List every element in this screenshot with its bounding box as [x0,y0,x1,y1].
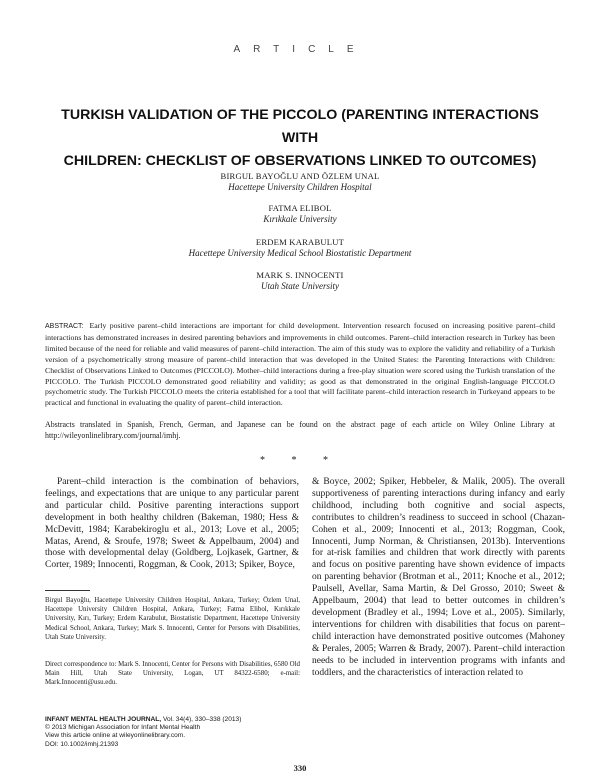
author-affiliation: Hacettepe University Medical School Biostatistic Department [188,248,412,258]
journal-doi: DOI: 10.1002/imhj.21393 [45,740,119,748]
footnote-correspondence: Direct correspondence to: Mark S. Innocenti, Center for Persons with Disabilities, 6580 Old Main Hill, Utah State University, Logan, UT 84322-6580; e-mail: Mark.Innocenti@usu.edu. [45,661,300,687]
author-affiliation: Kırıkkale University [263,214,337,224]
article-title [60,104,540,173]
author-name: BIRGUL BAYOĞLU AND ÖZLEM UNAL [220,171,380,181]
author-group-1 [60,171,540,193]
journal-name: INFANT MENTAL HEALTH JOURNAL, [45,716,162,723]
author-group-3 [60,237,540,259]
journal-copyright: © 2013 Michigan Association for Infant Mental Health [45,724,201,732]
body-paragraph-continuation: & Boyce, 2002; Spiker, Hebbeler, & Malik, 2005). The overall supportiveness of parenting interactions during infancy and early childhood, including both cognitive and social aspects, contributes to children’s readiness to succeed in school (Chazan-Cohen et al., 2009; Innocenti et al., 2013; Roggman, Cook, Innocenti, Jump Norman, & Christiansen, 2013b). Interventions for at-risk families and children that work directly with parents and focus on positive parenting have shown evidence of impacts on parenting behavior (Brotman et al., 2011; Knoche et al., 2012; Paulsell, Avellar, Sama Martin, & Del Grosso, 2010; Sweet & Appelbaum, 2004) that lead to better outcomes in children’s development (Bradley et al., 1994; Love et al., 2005). Similarly, interventions for children with disabilities that focus on parent–child interaction have demonstrated positive outcomes (Mahoney & Perales, 2005; Warren & Brady, 2007). Parent–child interaction needs to be included in intervention programs with infants and toddlers, and the characteristics of interaction related to [312,477,565,678]
abstract-label: ABSTRACT: [45,323,84,330]
body-right-column [312,477,565,709]
author-affiliation: Hacettepe University Children Hospital [228,182,372,192]
journal-online: View this article online at wileyonlinelibrary.com. [45,732,186,740]
author-name: MARK S. INNOCENTI [256,270,344,280]
footnote-divider [45,590,90,591]
abstract-text: Early positive parent–child interactions are important for child development. Intervention research focused on increasing positive parent–child interactions has demonstrated increases in desired parenting behaviors and improvements in child outcomes. Parent–child interaction research in Turkey has been limited because of the need for reliable and valid measures of parent–child interaction. The aim of this study was to explore the validity and reliability of a Turkish version of a psychometrically strong measure of parent–child interaction that was developed in the United States: the Parenting Interactions with Children: Checklist of Observations Linked to Outcomes (PICCOLO). Mother–child interactions during a free-play situation were scored using the Turkish translation of the PICCOLO. The Turkish PICCOLO demonstrated good reliability and validity; as good as that demonstrated in the original English-language PICCOLO psychometric study. The Turkish PICCOLO meets the criteria established for a tool that will facilitate parent–child interaction research in Turkeyand appears to be practical and functional in evaluating the quality of parent–child interaction. [45,321,555,408]
journal-citation [45,716,345,724]
author-group-4 [60,270,540,292]
translated-abstracts-note: Abstracts translated in Spanish, French, German, and Japanese can be found on the abstract page of each article on Wiley Online Library at http://wileyonlinelibrary.com/journal/imhj. [45,420,555,440]
author-affiliation: Utah State University [261,281,339,291]
article-type-label: ARTICLE [233,44,367,55]
section-separator: * * * [260,455,340,466]
abstract [45,321,555,409]
author-group-2 [60,203,540,225]
article-title-line-2: CHILDREN: CHECKLIST OF OBSERVATIONS LINKED TO OUTCOMES) [63,153,537,169]
footnote-affiliations: Birgul Bayoğlu, Hacettepe University Children Hospital, Ankara, Turkey; Özlem Unal, Hacettepe University Children Hospital, Ankara, Turkey; Fatma Elibol, Kırıkkale University, Kırı, Turkey; Erdem Karabulut, Biostatistic Department, Hacettepe University Medical School, Ankara, Turkey; Mark S. Innocenti, Center for Persons with Disabilities, Utah State University. [45,597,300,641]
journal-info [45,716,345,749]
author-name: ERDEM KARABULUT [255,237,345,247]
page-number: 330 [293,763,307,773]
journal-volume: Vol. 34(4), 330–338 (2013) [161,716,242,723]
body-left-column: Parent–child interaction is the combination of behaviors, feelings, and expectations that are unique to any particular parent and particular child. Positive parenting interactions support development in both healthy children (Bakeman, 1980; Hess & McDevitt, 1984; Karabekiroglu et al., 2013; Love et al., 2005; Matas, Arend, & Sroufe, 1978; Sweet & Appelbaum, 2004) and those with developmental delay (Goldberg, Lojkasek, Gartner, & Corter, 1989; Innocenti, Roggman, & Cook, 2013; Spiker, Boyce, [45,477,299,571]
author-name: FATMA ELIBOL [268,203,332,213]
article-title-line-1: TURKISH VALIDATION OF THE PICCOLO (PARENTING INTERACTIONS WITH [61,107,539,146]
